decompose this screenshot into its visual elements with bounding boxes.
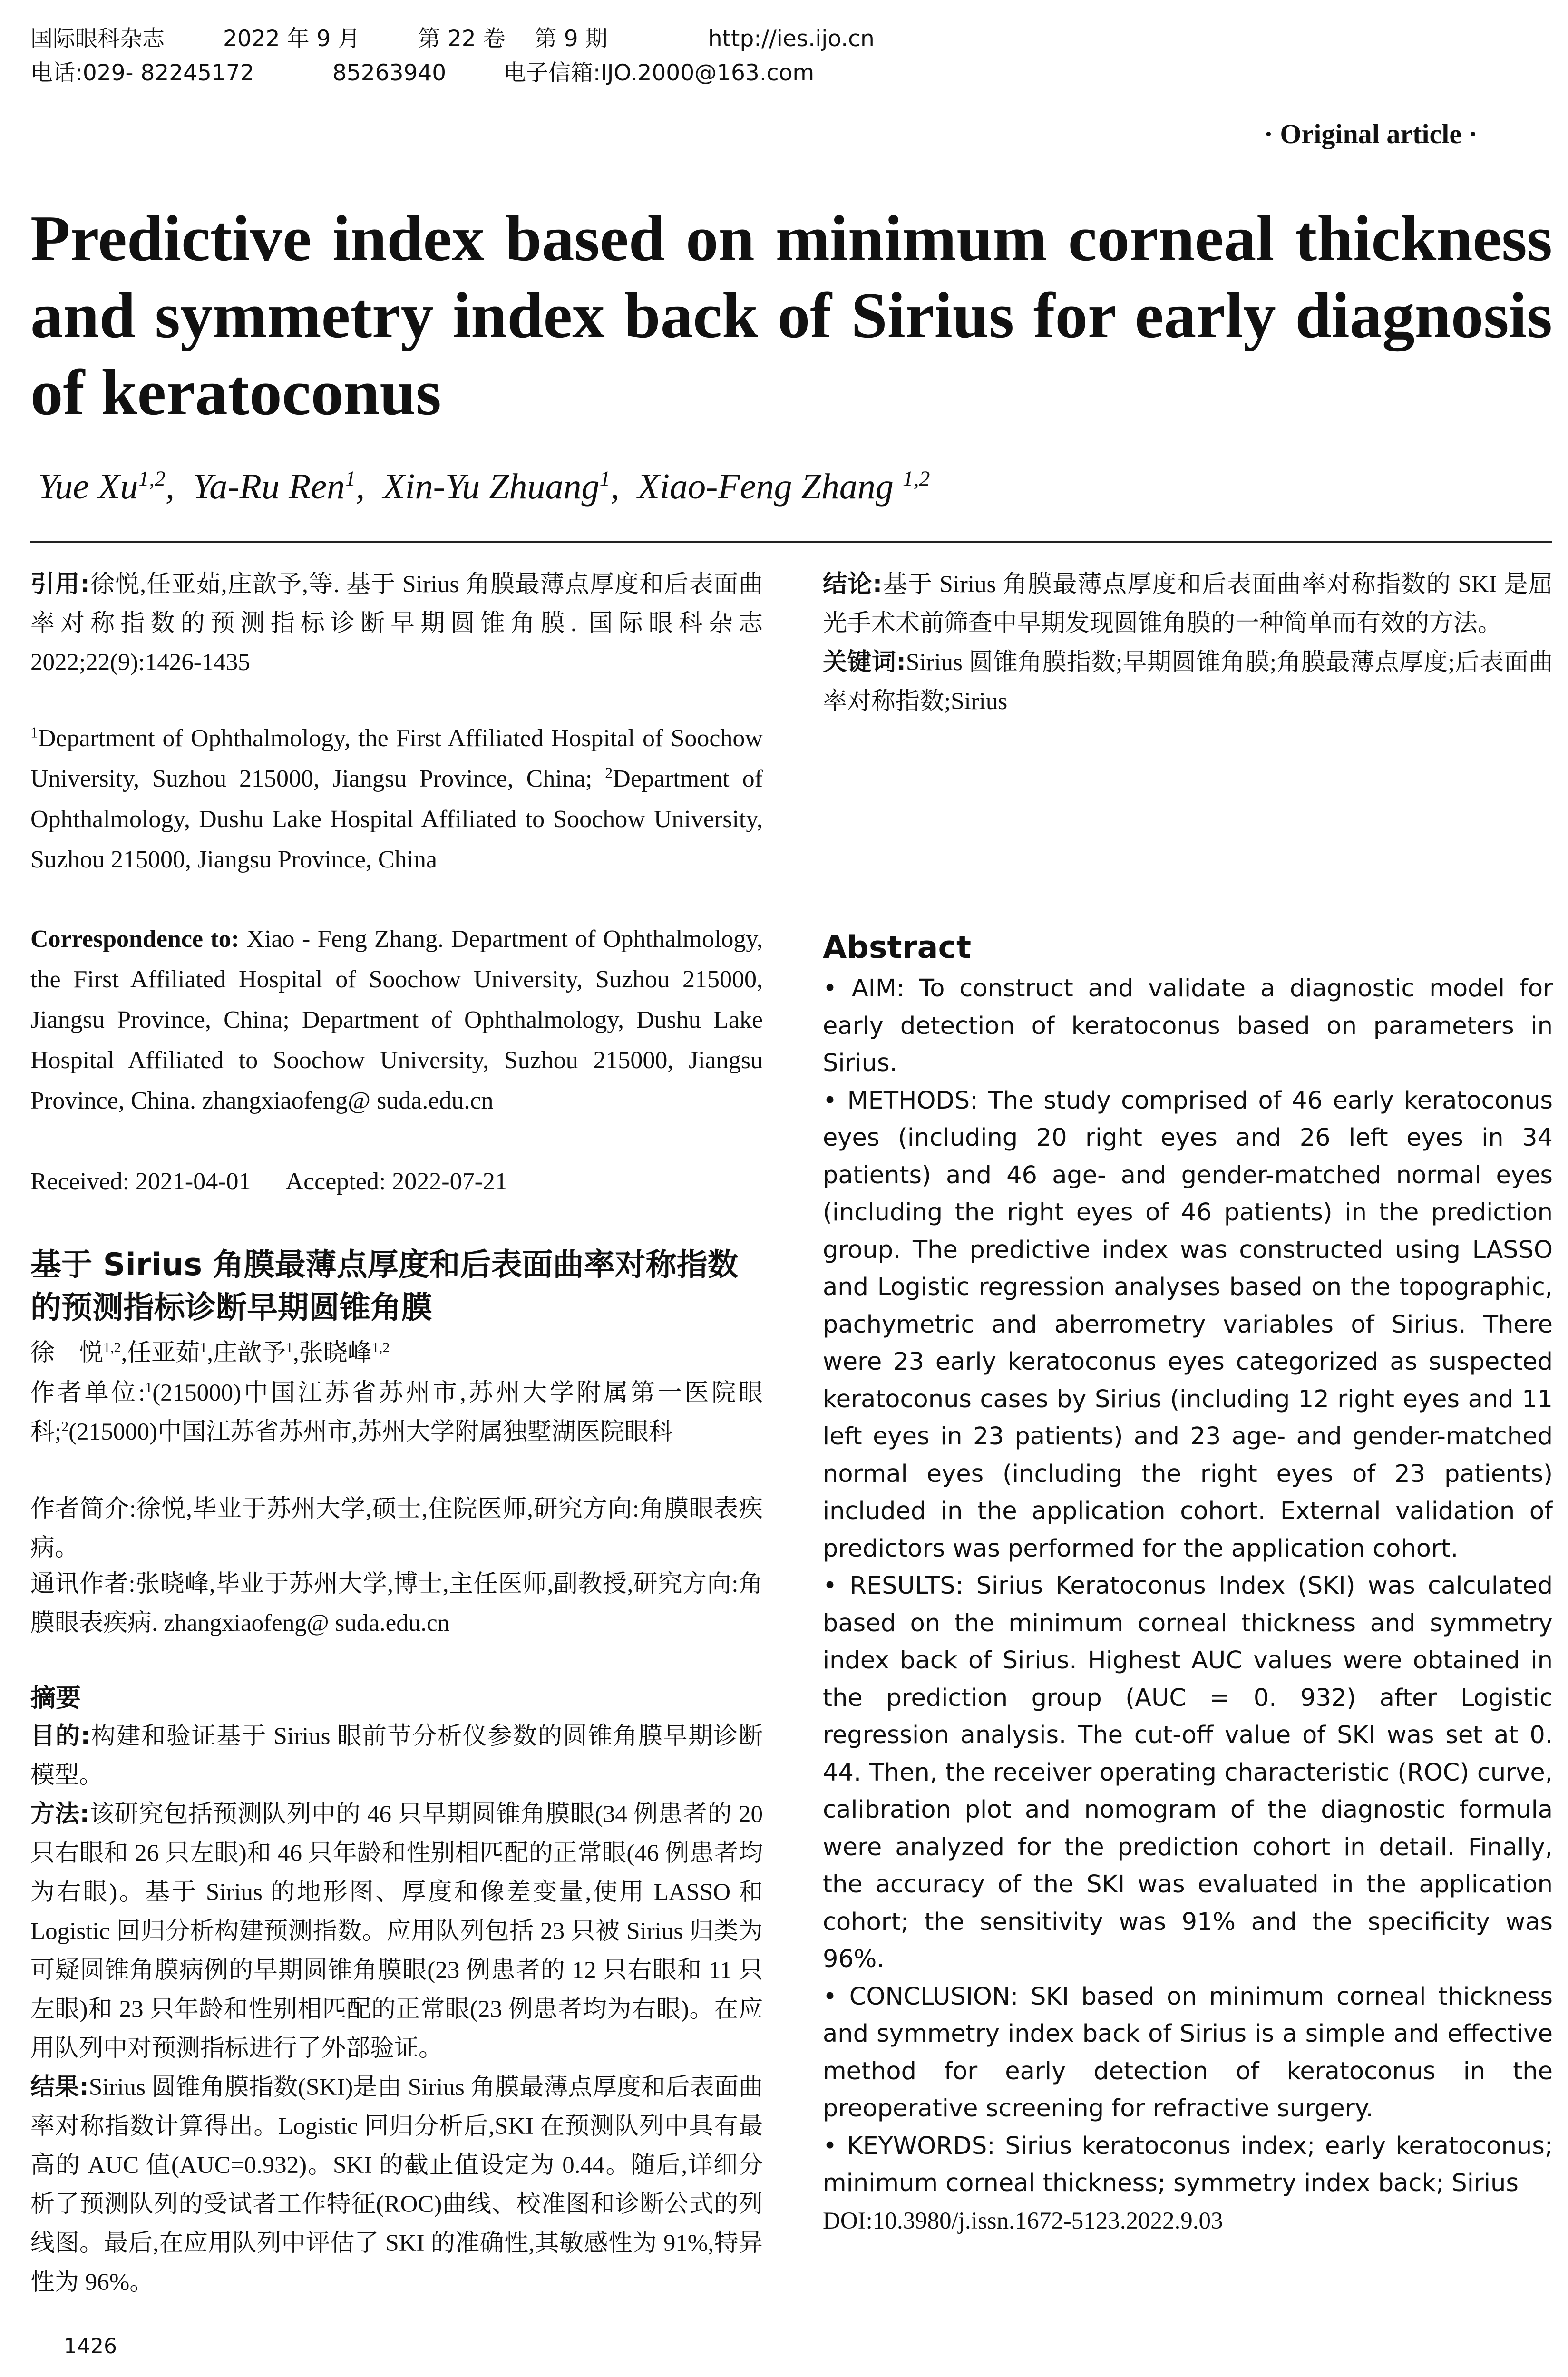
correspondence-label: Correspondence to: <box>30 925 240 953</box>
keywords-label: 关键词: <box>823 648 906 676</box>
author-list: Yue Xu$^{1,2}$, Ya-Ru Ren$^1$, Xin-Yu Zhuang$^1$, Xiao-Feng Zhang $^{1,2}$ <box>38 466 930 507</box>
affiliation-marker: 1 <box>30 723 38 741</box>
objective-text: 构建和验证基于 Sirius 眼前节分析仪参数的圆锥角膜早期诊断模型。 <box>30 1723 763 1789</box>
author-affiliation: 1,2 <box>902 466 930 491</box>
chinese-title: 基于 Sirius 角膜最薄点厚度和后表面曲率对称指数的预测指标诊断早期圆锥角膜 <box>30 1247 739 1325</box>
author-name: Xin-Yu Zhuang <box>383 467 600 507</box>
corresponding-author <box>30 1565 763 1643</box>
author-affiliation: 1 <box>286 1340 293 1355</box>
journal-name: 国际眼科杂志 <box>30 26 165 52</box>
unit-marker: 2 <box>61 1419 69 1434</box>
conclusion-text: 基于 Sirius 角膜最薄点厚度和后表面曲率对称指数的 SKI 是屈光手术术前筛查中早期发现圆锥角膜的一种简单而有效的方法。 <box>823 571 1553 637</box>
citation <box>30 565 763 682</box>
page-number: 1426 <box>64 2334 117 2358</box>
results-label: 结果: <box>30 2073 89 2101</box>
affiliation-2: Department of Ophthalmology, Dushu Lake Hospital Affiliated to Soochow University, Suzhou 215000, Jiangsu Province, China <box>30 765 763 873</box>
author-name: Yue Xu <box>38 467 138 507</box>
author-affiliation: 1,2 <box>103 1340 121 1355</box>
unit-1: (215000)中国江苏省苏州市,苏州大学附属第一医院眼科; <box>30 1380 763 1445</box>
citation-label: 引用: <box>30 570 90 598</box>
chinese-abstract-heading: 摘要 <box>30 1684 81 1713</box>
english-abstract <box>823 970 1553 2240</box>
objective-label: 目的: <box>30 1722 90 1750</box>
affiliation-marker: 2 <box>605 764 613 781</box>
title-line: and symmetry index back of Sirius for early diagnosis <box>30 279 1552 351</box>
abstract-conclusion <box>823 565 1553 643</box>
methods-text: 该研究包括预测队列中的 46 只早期圆锥角膜眼(34 例患者的 20 只右眼和 26 只左眼)和 46 只年龄和性别相匹配的正常眼(46 例患者均为右眼)。基于 Sirius 的地形图、厚度和像差变量,使用 LASSO 和 Logistic 回归分析构建预测指数。应用队列包括 23 只被 Sirius 归类为可疑圆锥角膜病例的早期圆锥角膜眼(23 例患者的 12 只右眼和 11 只左眼)和 23 只年龄和性别相匹配的正常眼(23 例患者均为右眼)。在应用队列中对预测指标进行了外部验证。 <box>30 1801 763 2062</box>
title-line: of keratoconus <box>30 356 441 429</box>
author-bio-label: 作者简介: <box>30 1496 136 1522</box>
volume: 第 22 卷 <box>418 26 506 52</box>
abstract-objective <box>30 1717 763 1795</box>
journal-header <box>30 22 1533 90</box>
author-affiliation: 1 <box>200 1340 207 1355</box>
issue-date: 2022 年 9 月 <box>223 26 360 52</box>
correspondence-text: Xiao - Feng Zhang. Department of Ophthalmology, the First Affiliated Hospital of Soochow University, Suzhou 215000, Jiangsu Province, China; Department of Ophthalmology, Dushu Lake Hospital Affiliated to Soochow University, Suzhou 215000, Jiangsu Province, China. zhangxiaofeng@ suda.edu.cn <box>30 925 763 1114</box>
article-type: · Original article · <box>1264 118 1478 149</box>
corresponding-author-text: 张晓峰,毕业于苏州大学,博士,主任医师,副教授,研究方向:角膜眼表疾病. zhangxiaofeng@ suda.edu.cn <box>30 1571 763 1637</box>
dates <box>30 1161 763 1202</box>
corresponding-author-label: 通讯作者: <box>30 1571 136 1598</box>
conclusion-label-en: • CONCLUSION: <box>823 1982 1019 2011</box>
received-date: Received: 2021-04-01 <box>30 1168 251 1195</box>
author-name: Ya-Ru Ren <box>192 467 345 507</box>
issue: 第 9 期 <box>534 26 608 52</box>
author-name: 张晓峰 <box>299 1340 372 1366</box>
author-name: 庄歆予 <box>213 1340 286 1366</box>
phone-number-2: 85263940 <box>332 60 447 86</box>
author-affiliation: 1,2 <box>371 1340 390 1355</box>
journal-header-line-2 <box>30 56 1533 90</box>
keywords-text: Sirius 圆锥角膜指数;早期圆锥角膜;角膜最薄点厚度;后表面曲率对称指数;Sirius <box>823 649 1553 715</box>
keywords-text-en: Sirius keratoconus index; early keratoconus; minimum corneal thickness; symmetry index back; Sirius <box>823 2132 1553 2197</box>
aim-text: To construct and validate a diagnostic model for early detection of keratoconus based on parameters in Sirius. <box>823 974 1553 1077</box>
author-affiliation: 1,2 <box>138 466 166 491</box>
phone-number: 电话:029- 82245172 <box>30 60 254 86</box>
chinese-authors: 徐 悦$^{1,2}$,任亚茹$^1$,庄歆予$^1$,张晓峰$^{1,2}$ <box>30 1340 390 1366</box>
title-line: Predictive index based on minimum corneal thickness <box>30 202 1552 274</box>
journal-url[interactable]: http://ies.ijo.cn <box>708 26 875 52</box>
author-name: Xiao-Feng Zhang <box>637 467 894 507</box>
abstract-methods <box>30 1795 763 2068</box>
unit-2: (215000)中国江苏省苏州市,苏州大学附属独墅湖医院眼科 <box>68 1419 673 1445</box>
author-bio <box>30 1490 763 1568</box>
author-name: 任亚茹 <box>127 1340 200 1366</box>
accepted-date: Accepted: 2022-07-21 <box>285 1168 507 1195</box>
article-title <box>30 200 1552 431</box>
author-affiliation: 1 <box>599 466 611 491</box>
author-bio-text: 徐悦,毕业于苏州大学,硕士,住院医师,研究方向:角膜眼表疾病。 <box>30 1496 763 1561</box>
abstract-keywords <box>823 643 1553 721</box>
conclusion-label: 结论: <box>823 570 883 598</box>
results-text-en: Sirius Keratoconus Index (SKI) was calculated based on the minimum corneal thickness and symmetry index back of Sirius. Highest AUC values were obtained in the prediction group (AUC = 0. 932) after Logistic regression analysis. The cut-off value of SKI was set at 0. 44. Then, the receiver operating characteristic (ROC) curve, calibration plot and nomogram of the diagnostic formula were analyzed for the prediction cohort in detail. Finally, the accuracy of the SKI was evaluated in the application cohort; the sensitivity was 91% and the specificity was 96%. <box>823 1572 1553 1973</box>
chinese-abstract <box>30 1717 763 2302</box>
journal-header-line-1 <box>30 22 1533 56</box>
abstract-conclusion-en <box>823 1978 1553 2128</box>
correspondence <box>30 919 763 1121</box>
keywords-label-en: • KEYWORDS: <box>823 2132 995 2160</box>
conclusion-text-en: SKI based on minimum corneal thickness and symmetry index back of Sirius is a simple and effective method for early detection of keratoconus in the preoperative screening for refractive surgery. <box>823 1982 1553 2123</box>
english-abstract-heading: Abstract <box>823 930 972 965</box>
citation-text: 徐悦,任亚茹,庄歆予,等. 基于 Sirius 角膜最薄点厚度和后表面曲率对称指数的预测指标诊断早期圆锥角膜. 国际眼科杂志 2022;22(9):1426-1435 <box>30 571 763 676</box>
abstract-aim <box>823 970 1553 1082</box>
affiliation-1: Department of Ophthalmology, the First Affiliated Hospital of Soochow University, Suzhou 215000, Jiangsu Province, China; <box>30 725 763 792</box>
results-text: Sirius 圆锥角膜指数(SKI)是由 Sirius 角膜最薄点厚度和后表面曲率对称指数计算得出。Logistic 回归分析后,SKI 在预测队列中具有最高的 AUC 值(AUC=0.932)。SKI 的截止值设定为 0.44。随后,详细分析了预测队列的受试者工作特征(ROC)曲线、校准图和诊断公式的列线图。最后,在应用队列中评估了 SKI 的准确性,其敏感性为 91%,特异性为 96%。 <box>30 2074 763 2296</box>
title-divider <box>30 541 1552 543</box>
abstract-results <box>30 2068 763 2302</box>
doi[interactable]: DOI:10.3980/j.issn.1672-5123.2022.9.03 <box>823 2207 1223 2234</box>
unit-marker: 1 <box>145 1380 153 1395</box>
aim-label: • AIM: <box>823 974 905 1003</box>
abstract-methods-en <box>823 1082 1553 1568</box>
author-units-label: 作者单位: <box>30 1380 146 1406</box>
chinese-abstract-continued <box>823 565 1553 721</box>
author-units <box>30 1374 763 1452</box>
affiliations <box>30 718 763 880</box>
methods-label: 方法: <box>30 1800 89 1828</box>
methods-label-en: • METHODS: <box>823 1086 978 1115</box>
author-name: 徐 悦 <box>30 1340 104 1366</box>
results-label-en: • RESULTS: <box>823 1572 964 1600</box>
journal-email[interactable]: 电子信箱:IJO.2000@163.com <box>503 60 815 86</box>
methods-text-en: The study comprised of 46 early keratoconus eyes (including 20 right eyes and 26 left eyes in 34 patients) and 46 age- and gender-matched normal eyes (including the right eyes of 46 patients) in the prediction group. The predictive index was constructed using LASSO and Logistic regression analyses based on the topographic, pachymetric and aberrometry variables of Sirius. There were 23 early keratoconus eyes categorized as suspected keratoconus cases by Sirius (including 12 right eyes and 11 left eyes in 23 patients) and 23 age- and gender-matched normal eyes (including the right eyes of 23 patients) included in the application cohort. External validation of predictors was performed for the application cohort. <box>823 1086 1553 1563</box>
abstract-keywords-en <box>823 2128 1553 2202</box>
author-affiliation: 1 <box>345 466 356 491</box>
abstract-results-en <box>823 1568 1553 1978</box>
